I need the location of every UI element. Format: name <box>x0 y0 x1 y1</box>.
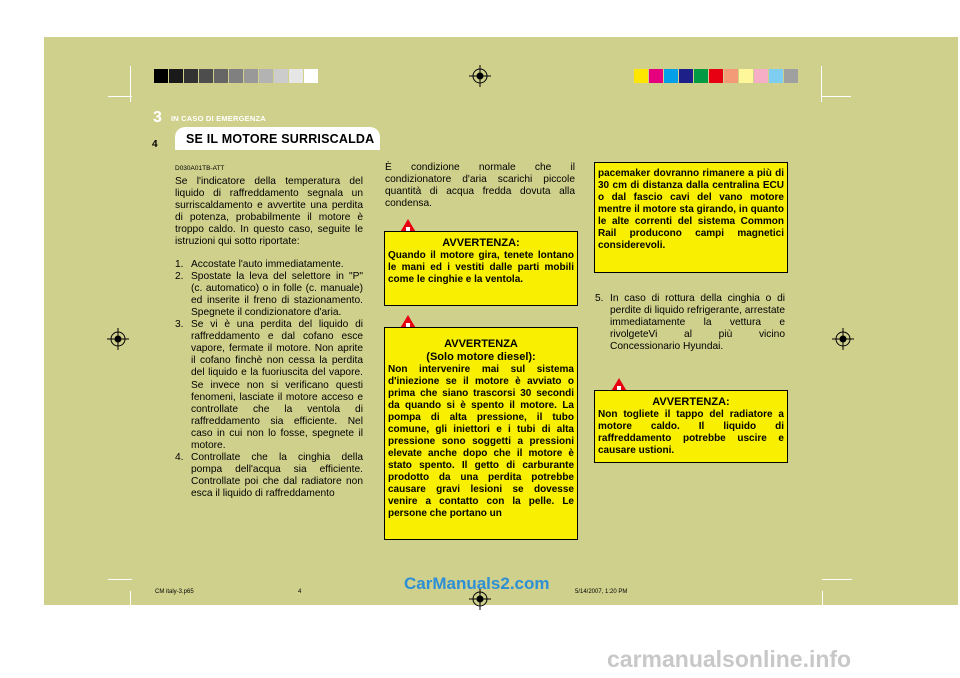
step-text: Se vi è una perdita del liquido di raffreddamento e dal cofano esce vapore, fermate il motore. Non aprite il cofano finchè non cessa la perdita del liquido e la fuoriuscita del vapore. Se invece non si verificano questi fenomeni, lasciate il motore acceso e controllate che la ventola di raffreddamento sia efficiente. Nel caso in cui non lo fosse, spegnete il motore. <box>191 319 363 451</box>
warning-body: pacemaker dovranno rimanere a più di 30 cm di distanza dalla centralina ECU o dal fascio cavi del vano motore mentre il motore sta girando, in quanto le alte correnti del sistema Common Rail producono campi magnetici considerevoli. <box>598 168 784 251</box>
step-number: 3. <box>175 319 184 331</box>
color-swatch <box>694 69 708 83</box>
section-code: D030A01TB-ATT <box>175 165 225 172</box>
color-swatch <box>184 69 198 83</box>
footer-file: CM italy-3.p65 <box>155 589 194 595</box>
color-swatch <box>244 69 258 83</box>
registration-mark-icon <box>832 328 854 350</box>
color-swatch <box>289 69 303 83</box>
color-swatch <box>199 69 213 83</box>
warning-title: AVVERTENZA: <box>652 396 730 408</box>
column-1 <box>175 176 363 500</box>
steps-list <box>175 259 363 501</box>
crop-mark <box>822 579 852 580</box>
crop-mark <box>108 96 132 97</box>
warning-box-radiator <box>594 390 788 463</box>
warning-box-continuation <box>594 162 788 273</box>
color-swatch <box>634 69 648 83</box>
registration-mark-icon <box>107 328 129 350</box>
warning-body: Non intervenire mai sul sistema d'iniezione se il motore è avviato o prima che siano trascorsi 30 secondi da quando si è spento il motore. La pompa di alta pressione, il tubo comune, gli iniettori e i tubi di alta pressione sono soggetti a pressioni elevate anche dopo che il motore è stato spento. Il getto di carburante prodotto da una perdita potrebbe causare gravi lesioni se dovesse venire a contatto con la pelle. Le persone che portano un <box>388 364 574 519</box>
steps-list <box>595 293 785 353</box>
color-swatch <box>229 69 243 83</box>
crop-mark <box>108 579 132 580</box>
color-swatch <box>259 69 273 83</box>
step-number: 2. <box>175 270 184 282</box>
step-text: Accostate l'auto immediatamente. <box>191 258 344 270</box>
column-3 <box>595 293 785 353</box>
color-swatch <box>769 69 783 83</box>
step-text: In caso di rottura della cinghia o di perdite di liquido refrigerante, arrestate immediatamente la vettura e rivolgeteVi al più vicino Concessionario Hyundai. <box>610 293 785 353</box>
warning-body: Quando il motore gira, tenete lontano le mani ed i vestiti dalle parti mobili come le cinghie e la ventola. <box>388 250 574 285</box>
warning-box-moving-parts <box>384 231 578 306</box>
chapter-label: IN CASO DI EMERGENZA <box>171 114 266 123</box>
warning-body: Non togliete il tappo del radiatore a motore caldo. Il liquido di raffreddamento potrebbe uscire e causare ustioni. <box>598 409 784 456</box>
warning-subtitle: (Solo motore diesel): <box>426 351 536 363</box>
warning-title: AVVERTENZA: <box>442 237 520 249</box>
color-swatch <box>214 69 228 83</box>
registration-mark-icon <box>469 65 491 87</box>
color-swatch <box>304 69 318 83</box>
color-swatch <box>664 69 678 83</box>
color-strip <box>634 69 799 83</box>
section-title: SE IL MOTORE SURRISCALDA <box>186 132 375 146</box>
color-swatch <box>274 69 288 83</box>
color-swatch <box>649 69 663 83</box>
list-item <box>595 293 785 353</box>
column-2 <box>385 162 575 210</box>
color-swatch <box>784 69 798 83</box>
warning-box-diesel <box>384 327 578 540</box>
list-item <box>175 271 363 319</box>
list-item <box>175 259 363 271</box>
color-swatch <box>724 69 738 83</box>
list-item <box>175 319 363 452</box>
warning-title: AVVERTENZA <box>444 338 518 350</box>
watermark-carmanuals: CarManuals2.com <box>404 574 550 593</box>
color-swatch <box>169 69 183 83</box>
crop-mark <box>821 96 851 97</box>
color-swatch <box>739 69 753 83</box>
color-swatch <box>709 69 723 83</box>
watermark-online: carmanualsonline.info <box>607 646 852 672</box>
step-text: Spostate la leva del selettore in "P" (c. automatico) o in folle (c. manuale) ed inserite il freno di stazionamento. Spegnete il condizionatore d'aria. <box>191 270 363 318</box>
color-swatch <box>154 69 168 83</box>
color-swatch <box>754 69 768 83</box>
condensation-paragraph: È condizione normale che il condizionatore d'aria scarichi piccole quantità di acqua fredda dovuta alla condensa. <box>385 162 575 210</box>
crop-mark <box>130 591 131 611</box>
step-text: Controllate che la cinghia della pompa dell'acqua sia efficiente. Controllate poi che dal radiatore non esca il liquido di raffreddamento <box>191 452 363 500</box>
footer-page: 4 <box>298 589 302 595</box>
list-item <box>175 452 363 500</box>
page-number: 4 <box>152 139 158 150</box>
grayscale-strip <box>154 69 319 83</box>
step-number: 1. <box>175 258 184 270</box>
color-swatch <box>679 69 693 83</box>
footer-date: 5/14/2007, 1:20 PM <box>575 589 628 595</box>
intro-paragraph: Se l'indicatore della temperatura del liquido di raffreddamento segnala un surriscaldamento e avvertite una perdita di potenza, probabilmente il motore è troppo caldo. In questo caso, seguite le istruzioni qui sotto riportate: <box>175 176 363 248</box>
chapter-number: 3 <box>153 109 162 126</box>
crop-mark <box>822 591 823 611</box>
step-number: 4. <box>175 452 184 464</box>
step-number: 5. <box>595 293 604 304</box>
